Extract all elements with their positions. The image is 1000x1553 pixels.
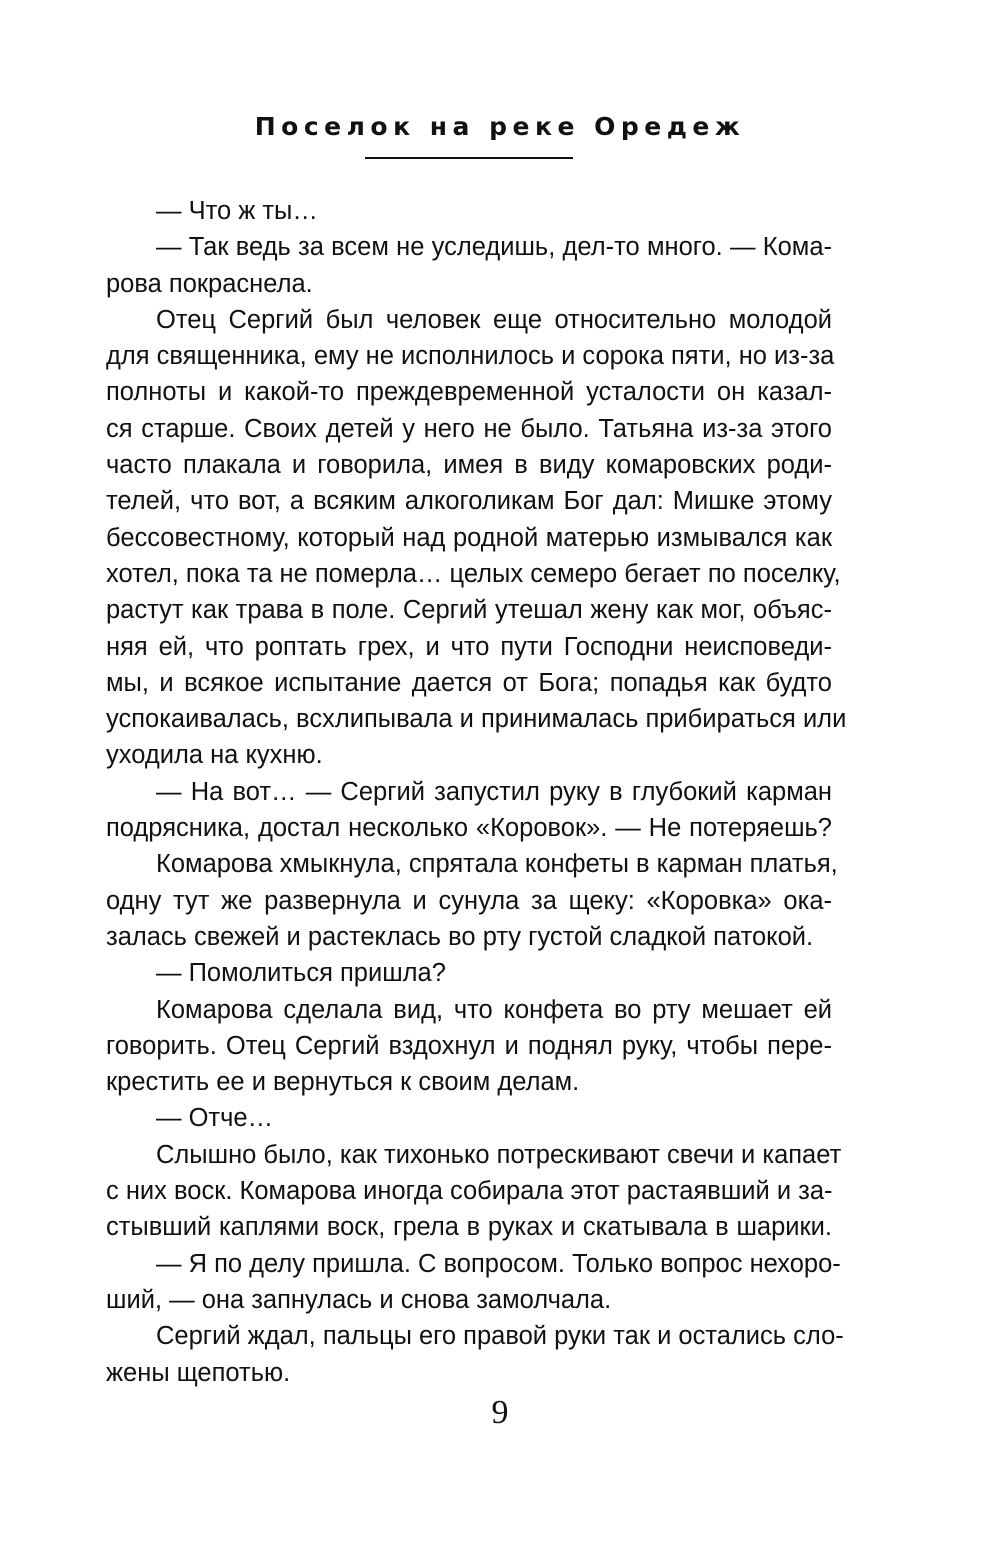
text-line: Комарова сделала вид, что конфета во рту мешает ей [156,995,832,1024]
text-line: бессовестному, который над родной матерью измывался как [106,523,832,552]
running-head-rule [365,157,573,159]
text-line: Комарова хмыкнула, спрятала конфеты в карман платья, [156,850,838,879]
text-line: уходила на кухню. [106,741,323,770]
text-line: — Что ж ты… [156,197,318,225]
text-line: крестить ее и вернуться к своим делам. [106,1068,580,1097]
text-line: Отец Сергий был человек еще относительно молодой [156,305,832,334]
text-line: растут как трава в поле. Сергий утешал жену как мог, объяс- [106,596,832,625]
text-line: Сергий ждал, пальцы его правой руки так и остались сло- [156,1322,844,1351]
text-line: телей, что вот, а всяким алкоголикам Бог дал: Мишке этому [106,487,832,516]
text-line: ший, — она запнулась и снова замолчала. [106,1285,612,1314]
text-line: для священника, ему не исполнилось и сорока пяти, но из-за [106,342,835,371]
running-head: Поселок на реке Оредеж [254,112,746,141]
text-line: говорить. Отец Сергий вздохнул и поднял руку, чтобы пере- [106,1031,832,1060]
text-line: ся старше. Своих детей у него не было. Татьяна из-за этого [106,414,832,443]
text-line: няя ей, что роптать грех, и что пути Господни неисповеди- [106,632,832,661]
text-line: хотел, пока та не померла… целых семеро бегает по поселку, [106,559,841,588]
text-line: — Я по делу пришла. С вопросом. Только вопрос нехоро- [156,1249,841,1278]
text-line: подрясника, достал несколько «Коровок». — Не потеряешь? [106,814,832,843]
text-line: жены щепотью. [106,1358,291,1387]
page-number: 9 [491,1394,509,1431]
text-line: успокаивалась, всхлипывала и принималась прибираться или [106,705,847,734]
body-text [106,193,847,1391]
text-line: часто плакала и говорила, имея в виду комаровских роди- [106,451,832,480]
text-line: — На вот… — Сергий запустил руку в глубокий карман [156,777,832,806]
text-line: Слышно было, как тихонько потрескивают свечи и капает [156,1140,842,1169]
text-line: полноты и какой-то преждевременной усталости он казал- [106,378,832,407]
text-line: мы, и всякое испытание дается от Бога; попадья как будто [106,668,832,697]
text-line: — Так ведь за всем не уследишь, дел-то много. — Кома- [156,233,832,262]
text-line: — Помолиться пришла? [156,959,446,988]
text-line: рова покраснела. [106,269,313,298]
text-line: стывший каплями воск, грела в руках и скатывала в шарики. [106,1213,832,1242]
text-line: одну тут же развернула и сунула за щеку: «Коровка» ока- [106,886,832,915]
text-line: — Отче… [156,1104,274,1133]
text-line: с них воск. Комарова иногда собирала этот растаявший и за- [106,1177,833,1206]
text-line: залась свежей и растеклась во рту густой сладкой патокой. [106,922,814,951]
